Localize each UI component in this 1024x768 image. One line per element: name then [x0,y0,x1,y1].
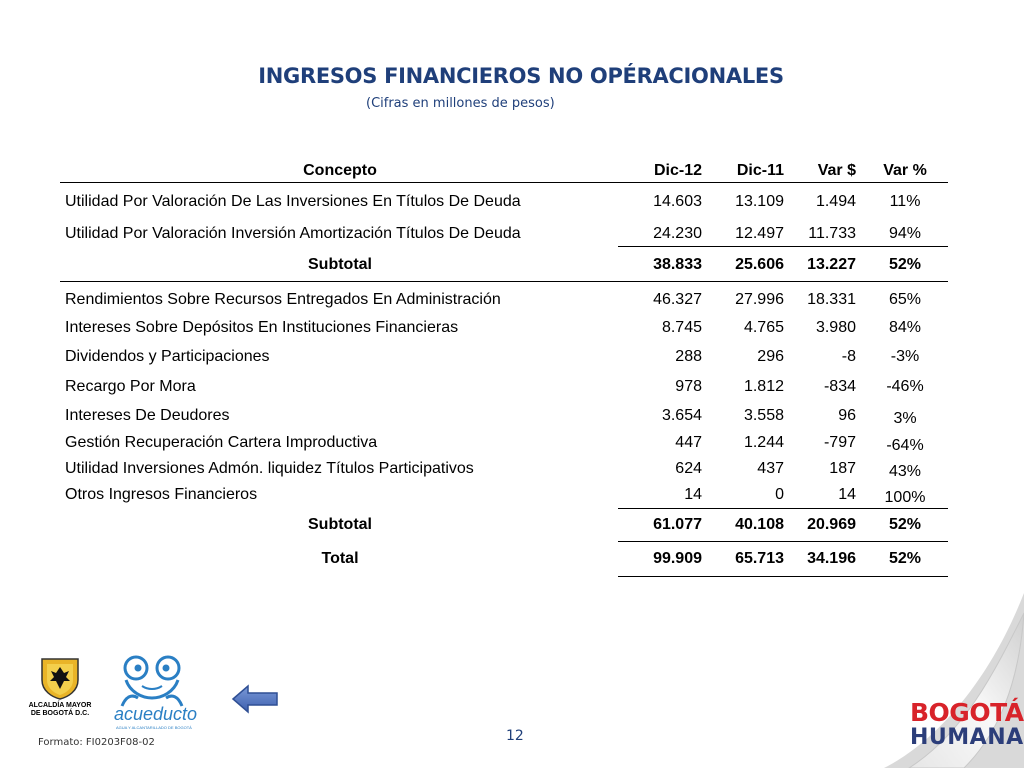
row-var-abs: 34.196 [807,550,856,567]
row-concept: Subtotal [308,256,372,273]
table-row [60,289,948,311]
row-concept: Total [321,550,359,567]
header-concepto: Concepto [303,162,377,179]
row-dic12: 8.745 [661,319,702,336]
row-concept: Gestión Recuperación Cartera Improductiva [65,434,378,451]
subtotal-divider [618,508,948,509]
row-dic11: 65.713 [735,550,784,567]
acueducto-label: acueducto [114,704,198,724]
row-concept: Dividendos y Participaciones [65,348,270,365]
row-dic11: 13.109 [735,193,784,210]
row-dic11: 40.108 [735,516,784,533]
bogota-logo-line2: HUMANA [910,725,1024,750]
row-dic12: 288 [675,348,702,365]
table-row [60,346,948,368]
row-var-pct: -46% [886,378,924,395]
header-dic11: Dic-11 [736,162,784,179]
row-var-pct: 3% [893,410,917,427]
table-row [60,405,948,427]
row-concept: Rendimientos Sobre Recursos Entregados En Administración [65,291,501,308]
total-bottom-divider [618,576,948,577]
row-var-pct: 94% [888,225,922,242]
row-dic12: 3.654 [661,407,702,424]
row-var-pct: 52% [888,516,922,533]
row-dic12: 14.603 [653,193,702,210]
alcaldia-label: ALCALDÍA MAYOR DE BOGOTÁ D.C. [28,702,92,717]
row-concept: Utilidad Por Valoración De Las Inversiones En Títulos De Deuda [65,193,521,210]
row-dic12: 99.909 [653,550,702,567]
frog-logo-icon [112,652,192,710]
table-row [60,458,948,480]
row-dic12: 61.077 [653,516,702,533]
row-concept: Subtotal [308,516,372,533]
row-dic11: 1.244 [743,434,784,451]
acueducto-subtitle: AGUA Y ALCANTARILLADO DE BOGOTÁ [116,725,192,730]
row-var-pct: -64% [886,437,924,454]
total-divider [618,541,948,542]
row-dic11: 4.765 [743,319,784,336]
row-dic11: 1.812 [743,378,784,395]
row-concept: Intereses Sobre Depósitos En Instituciones Financieras [65,319,459,336]
row-var-abs: 1.494 [815,193,856,210]
row-dic11: 437 [757,460,784,477]
row-dic11: 296 [757,348,784,365]
row-var-pct: 100% [884,489,926,506]
row-dic11: 3.558 [743,407,784,424]
format-code: Formato: FI0203F08-02 [38,737,155,748]
table-row [60,191,948,213]
row-var-abs: -8 [841,348,856,365]
page-subtitle: (Cifras en millones de pesos) [366,96,555,111]
table-row [60,223,948,245]
subtotal-divider [618,246,948,247]
row-dic11: 27.996 [735,291,784,308]
section-divider [60,281,948,282]
table-row [60,484,948,506]
subtotal-row [60,514,948,536]
row-var-pct: 52% [888,550,922,567]
row-concept: Intereses De Deudores [65,407,230,424]
table-row [60,432,948,454]
left-arrow-icon[interactable] [230,683,280,715]
row-var-pct: 65% [888,291,922,308]
header-var-pct: Var % [883,162,927,179]
row-concept: Otros Ingresos Financieros [65,486,258,503]
total-row [60,548,948,570]
row-var-abs: 20.969 [807,516,856,533]
page-title: INGRESOS FINANCIEROS NO OPÉRACIONALES [258,64,784,88]
row-concept: Utilidad Por Valoración Inversión Amortización Títulos De Deuda [65,225,521,242]
table-header-row [60,160,948,182]
row-concept: Recargo Por Mora [65,378,196,395]
header-dic12: Dic-12 [653,162,702,179]
row-var-abs: 13.227 [807,256,856,273]
row-var-abs: 96 [838,407,856,424]
row-concept: Utilidad Inversiones Admón. liquidez Títulos Participativos [65,460,474,477]
row-dic11: 12.497 [735,225,784,242]
subtotal-row [60,254,948,276]
row-var-pct: 11% [889,193,921,210]
header-divider [60,182,948,183]
bogota-logo-line1: BOGOTÁ [910,698,1024,727]
row-dic12: 978 [675,378,702,395]
table-row [60,376,948,398]
row-var-abs: -797 [823,434,856,451]
row-var-abs: -834 [823,378,856,395]
bogota-humana-logo [910,698,1024,758]
row-var-abs: 3.980 [815,319,856,336]
row-var-pct: 43% [888,463,922,480]
row-var-abs: 187 [829,460,856,477]
page-number: 12 [506,728,524,744]
row-dic11: 25.606 [735,256,784,273]
row-var-pct: 52% [888,256,922,273]
row-dic12: 624 [675,460,702,477]
coat-of-arms-icon [38,656,82,700]
row-var-abs: 11.733 [808,225,856,242]
row-var-pct: -3% [890,348,920,365]
row-var-abs: 18.331 [807,291,856,308]
row-dic11: 0 [775,486,784,503]
row-var-pct: 84% [888,319,922,336]
table-row [60,317,948,339]
row-dic12: 46.327 [653,291,702,308]
row-dic12: 24.230 [653,225,702,242]
row-dic12: 447 [675,434,702,451]
header-var-abs: Var $ [817,162,856,179]
row-dic12: 14 [684,486,702,503]
row-var-abs: 14 [838,486,856,503]
row-dic12: 38.833 [653,256,702,273]
